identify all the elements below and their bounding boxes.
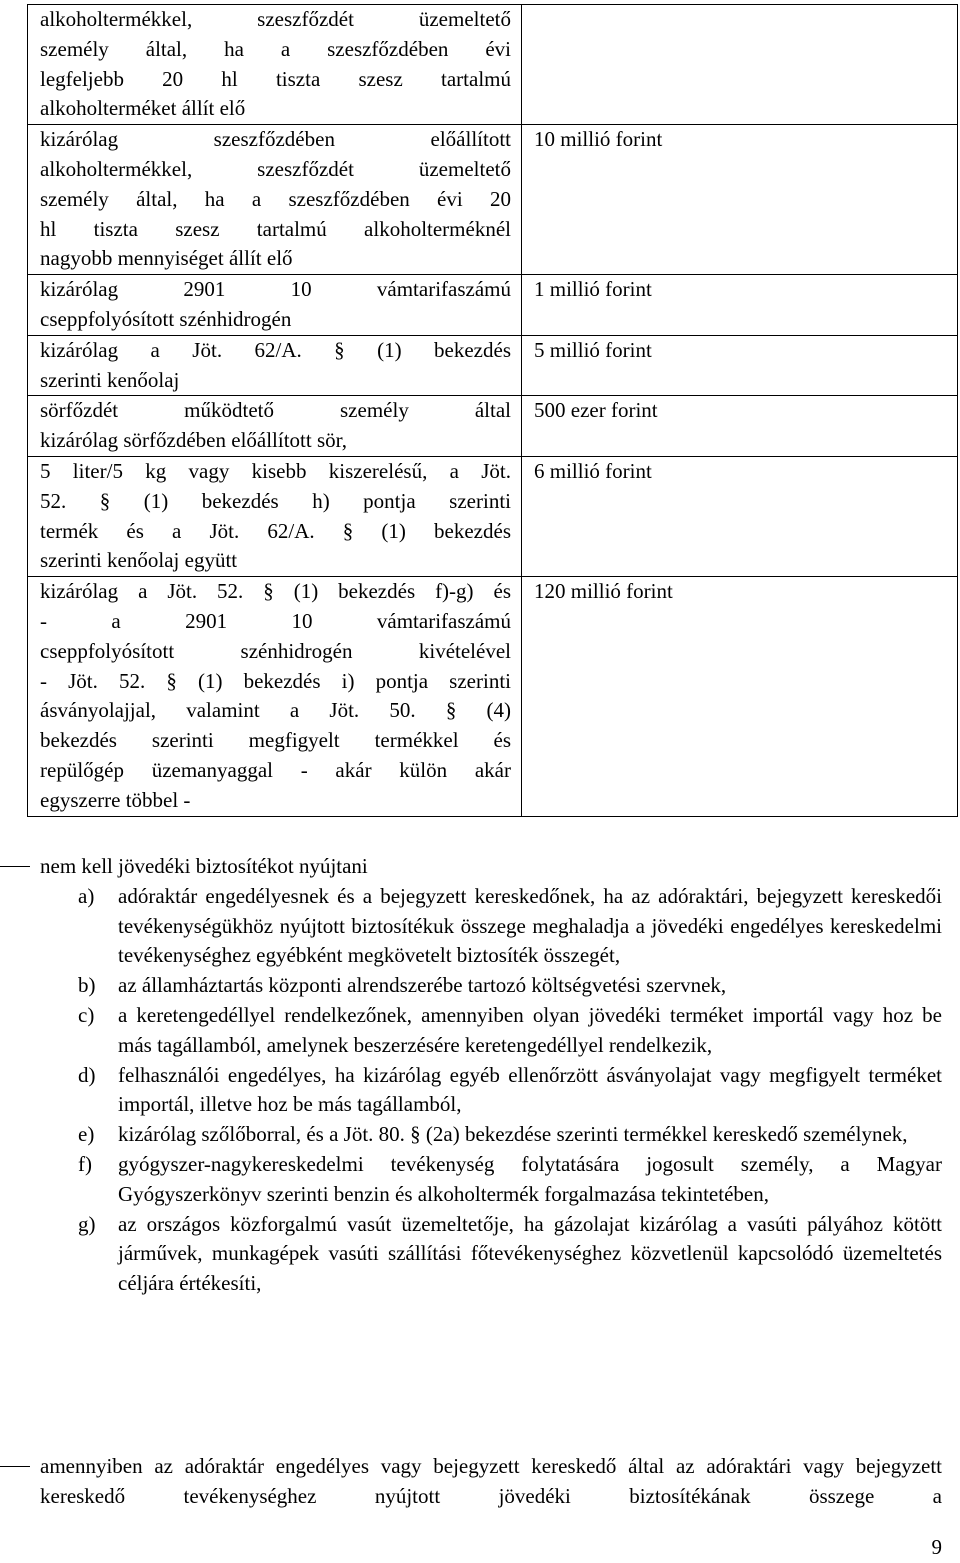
description-line: személy által, ha a szeszfőzdében évi [40, 36, 511, 61]
description-line: alkoholterméket állít elő [40, 96, 246, 121]
list-item [0, 882, 942, 971]
description-line: ásványolajjal, valamint a Jöt. 50. § (4) [40, 698, 511, 723]
description-line: legfeljebb 20 hl tiszta szesz tartalmú [40, 66, 511, 91]
bullet-item [0, 852, 942, 882]
amount-cell [522, 275, 958, 336]
amount-cell [522, 456, 958, 576]
description-line: kizárólag a Jöt. 62/A. § (1) bekezdés [40, 337, 511, 362]
item-text: kizárólag szőlőborral, és a Jöt. 80. § (2a) bekezdése szerinti termékkel kereskedő személynek, [118, 1122, 908, 1147]
description-line: szerinti kenőolaj [40, 367, 180, 392]
amount-cell [522, 125, 958, 275]
table-row [28, 335, 958, 396]
table-row [28, 5, 958, 125]
table-row [28, 396, 958, 457]
list-item [0, 971, 942, 1001]
description-line: repülőgép üzemanyaggal - akár külön akár [40, 757, 511, 782]
amount-value: 10 millió forint [534, 127, 663, 152]
description-line: alkoholtermékkel, szeszfőzdét üzemeltető [40, 156, 511, 181]
item-text: az országos közforgalmú vasút üzemeltetője, ha gázolajat kizárólag a vasúti pályához kötött járművek, munkagépek vasúti szállítási főtevékenységhez közvetlenül kapcsolódó üzemeltetés céljára értékesíti, [118, 1211, 942, 1296]
amount-cell [522, 335, 958, 396]
amount-value: 1 millió forint [534, 277, 652, 302]
description-line: 52. § (1) bekezdés h) pontja szerinti [40, 488, 511, 513]
item-text: a keretengedéllyel rendelkezőnek, amennyiben olyan jövedéki terméket importál vagy hoz be más tagállamból, amelynek beszerzésére keretengedéllyel rendelkezik, [118, 1002, 942, 1057]
item-text: felhasználói engedélyes, ha kizárólag egyéb ellenőrzött ásványolajat vagy megfigyelt terméket importál, illetve hoz be más tagállamból, [118, 1062, 942, 1117]
amount-value: 6 millió forint [534, 458, 652, 483]
bullet-text: nem kell jövedéki biztosítékot nyújtani [40, 854, 368, 878]
item-letter: c) [78, 1002, 95, 1027]
security-amount-table [27, 4, 958, 817]
item-letter: g) [78, 1211, 96, 1236]
bullet-item [0, 1452, 942, 1512]
amount-cell [522, 577, 958, 816]
description-line: egyszerre többel - [40, 787, 191, 812]
item-letter: b) [78, 973, 96, 998]
description-line: bekezdés szerinti megfigyelt termékkel és [40, 728, 511, 753]
list-item [0, 1120, 942, 1150]
description-line: kizárólag sörfőzdében előállított sör, [40, 428, 348, 453]
description-line: kizárólag a Jöt. 52. § (1) bekezdés f)-g) és [40, 579, 511, 604]
description-cell [28, 335, 522, 396]
description-line: nagyobb mennyiséget állít elő [40, 246, 293, 271]
item-text: gyógyszer-nagykereskedelmi tevékenység folytatására jogosult személy, a Magyar Gyógyszerkönyv szerinti benzin és alkoholtermék forgalmazása tekintetében, [118, 1151, 942, 1206]
list-item [0, 1061, 942, 1121]
page-number: 9 [931, 1535, 942, 1559]
item-letter: f) [78, 1151, 92, 1176]
description-line: - a 2901 10 vámtarifaszámú [40, 608, 511, 633]
list-item [0, 1210, 942, 1299]
exemption-list [0, 882, 942, 1299]
list-item [0, 1150, 942, 1210]
description-line: személy által, ha a szeszfőzdében évi 20 [40, 186, 511, 211]
description-line: - Jöt. 52. § (1) bekezdés i) pontja szerinti [40, 668, 511, 693]
item-letter: e) [78, 1122, 95, 1147]
amount-cell [522, 5, 958, 125]
description-line: szerinti kenőolaj együtt [40, 548, 238, 573]
item-letter: a) [78, 883, 95, 908]
description-line: cseppfolyósított szénhidrogén [40, 306, 292, 331]
description-line: alkoholtermékkel, szeszfőzdét üzemeltető [40, 7, 511, 31]
amount-value: 5 millió forint [534, 337, 652, 362]
description-cell [28, 125, 522, 275]
bullet-list-1 [0, 852, 942, 1299]
bullet-list-2 [0, 1452, 942, 1512]
amount-value: 120 millió forint [534, 579, 673, 604]
bullet-text: amennyiben az adóraktár engedélyes vagy bejegyzett kereskedő által az adóraktári vagy bejegyzett kereskedő tevékenységhez nyújtott jövedéki biztosítékának összege a [40, 1454, 942, 1508]
description-line: cseppfolyósított szénhidrogén kivételével [40, 638, 511, 663]
table-row [28, 456, 958, 576]
description-line: kizárólag szeszfőzdében előállított [40, 127, 511, 152]
table-row [28, 275, 958, 336]
description-cell [28, 577, 522, 816]
item-text: az államháztartás központi alrendszerébe tartozó költségvetési szervnek, [118, 973, 727, 998]
amount-value: 500 ezer forint [534, 398, 658, 423]
dash-marker-icon [0, 1466, 30, 1467]
description-line: sörfőzdét működtető személy által [40, 398, 511, 423]
table-row [28, 577, 958, 816]
description-cell [28, 396, 522, 457]
description-line: hl tiszta szesz tartalmú alkoholterméknél [40, 216, 511, 241]
description-cell [28, 456, 522, 576]
item-text: adóraktár engedélyesnek és a bejegyzett kereskedőnek, ha az adóraktári, bejegyzett kereskedői tevékenységükhöz nyújtott biztosítékuk összege meghaladja a jövedéki engedélyes kereskedelmi tevékenységhez egyébként megkövetelt biztosíték összegét, [118, 883, 942, 968]
description-cell [28, 275, 522, 336]
description-line: 5 liter/5 kg vagy kisebb kiszerelésű, a Jöt. [40, 458, 511, 483]
item-letter: d) [78, 1062, 96, 1087]
description-cell [28, 5, 522, 125]
description-line: termék és a Jöt. 62/A. § (1) bekezdés [40, 518, 511, 543]
list-item [0, 1001, 942, 1061]
description-line: kizárólag 2901 10 vámtarifaszámú [40, 277, 511, 302]
dash-marker-icon [0, 866, 30, 867]
amount-cell [522, 396, 958, 457]
table-row [28, 125, 958, 275]
